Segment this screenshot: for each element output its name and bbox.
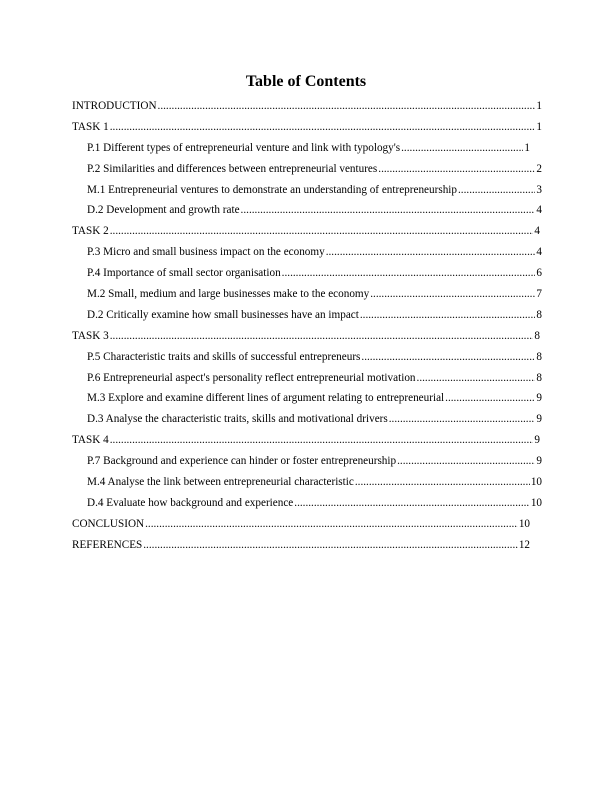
toc-entry-d3[interactable] (72, 409, 542, 430)
toc-page-number: 9 (536, 413, 542, 426)
toc-page-number: 3 (536, 183, 542, 196)
toc-page-number: 8 (536, 308, 542, 321)
toc-page-number: 4 (536, 204, 542, 217)
toc-leader-dots (445, 388, 535, 409)
toc-page-number: 9 (536, 455, 542, 468)
toc-leader-dots (143, 535, 518, 556)
toc-entry-label: D.4 Evaluate how background and experience (87, 496, 294, 509)
toc-entry-m3[interactable] (72, 388, 542, 409)
toc-entry-label: P.3 Micro and small business impact on the economy (87, 246, 325, 259)
toc-entry-label: D.3 Analyse the characteristic traits, skills and motivational drivers (87, 413, 388, 426)
toc-entry-label: M.3 Explore and examine different lines of argument relating to entrepreneurial (87, 392, 445, 405)
toc-entry-d2-impact[interactable] (72, 305, 542, 326)
toc-page-number: 9 (536, 392, 542, 405)
toc-entry-label: M.1 Entrepreneurial ventures to demonstrate an understanding of entrepreneurship (87, 183, 457, 196)
toc-leader-dots (361, 347, 535, 368)
toc-page-number: 8 (536, 350, 542, 363)
toc-page-number: 12 (518, 538, 530, 551)
toc-entry-d2-growth[interactable] (72, 200, 542, 221)
toc-entry-p3[interactable] (72, 242, 542, 263)
toc-page-number: 9 (534, 434, 540, 447)
toc-leader-dots (241, 200, 536, 221)
toc-leader-dots (401, 138, 523, 159)
toc-entry-label: P.5 Characteristic traits and skills of successful entrepreneurs (87, 350, 361, 363)
toc-page-number: 7 (536, 288, 542, 301)
toc-page-number: 10 (530, 496, 542, 509)
toc-entry-label: M.4 Analyse the link between entrepreneurial characteristic (87, 476, 354, 489)
toc-entry-label: P.4 Importance of small sector organisation (87, 267, 281, 280)
toc-entry-label: INTRODUCTION (72, 100, 157, 112)
toc-leader-dots (110, 221, 534, 242)
toc-leader-dots (355, 472, 530, 493)
toc-page-number: 8 (534, 329, 540, 342)
toc-page-number: 1 (536, 100, 542, 112)
toc-entry-m4[interactable] (72, 472, 542, 493)
toc-leader-dots (360, 305, 536, 326)
toc-page-number: 4 (536, 246, 542, 259)
toc-entry-p7[interactable] (72, 451, 542, 472)
toc-entry-p4[interactable] (72, 263, 542, 284)
toc-page-number: 1 (536, 120, 542, 133)
toc-entry-task-1[interactable] (72, 117, 542, 138)
toc-leader-dots (158, 96, 536, 117)
toc-entry-task-3[interactable] (72, 326, 540, 347)
toc-entry-label: M.2 Small, medium and large businesses make to the economy (87, 288, 370, 301)
toc-entry-d4[interactable] (72, 493, 542, 514)
toc-leader-dots (326, 242, 536, 263)
toc-entry-p5[interactable] (72, 347, 542, 368)
toc-entry-label: P.6 Entrepreneurial aspect's personality reflect entrepreneurial motivation (87, 371, 416, 384)
toc-entry-label: CONCLUSION (72, 517, 145, 530)
toc-entry-label: REFERENCES (72, 538, 143, 551)
toc-page-number: 10 (530, 476, 542, 489)
toc-page-number: 2 (536, 162, 542, 175)
toc-page-number: 4 (534, 225, 540, 238)
toc-entry-label: TASK 4 (72, 434, 109, 447)
toc-entry-m2[interactable] (72, 284, 542, 305)
toc-entry-references[interactable] (72, 535, 530, 556)
toc-entry-p2[interactable] (72, 159, 542, 180)
toc-entry-label: TASK 3 (72, 329, 109, 342)
toc-page-number: 10 (518, 517, 530, 530)
toc-leader-dots (370, 284, 535, 305)
toc-entry-label: TASK 1 (72, 120, 109, 133)
toc-leader-dots (282, 263, 536, 284)
toc-entry-label: P.2 Similarities and differences between entrepreneurial ventures (87, 162, 378, 175)
toc-entry-p1[interactable] (72, 138, 530, 159)
toc-leader-dots (110, 430, 534, 451)
toc-leader-dots (389, 409, 536, 430)
toc-leader-dots (110, 326, 534, 347)
toc-leader-dots (145, 514, 518, 535)
toc-entry-conclusion[interactable] (72, 514, 530, 535)
toc-entry-task-2[interactable] (72, 221, 540, 242)
toc-leader-dots (378, 159, 535, 180)
toc-entry-label: P.1 Different types of entrepreneurial venture and link with typology's (87, 141, 401, 154)
toc-page-number: 8 (536, 371, 542, 384)
toc-page-number: 1 (524, 141, 530, 154)
toc-entry-label: D.2 Critically examine how small businesses have an impact (87, 308, 359, 321)
toc-entry-label: P.7 Background and experience can hinder or foster entrepreneurship (87, 455, 397, 468)
toc-leader-dots (294, 493, 530, 514)
table-of-contents (72, 96, 542, 556)
toc-entry-introduction[interactable] (72, 96, 542, 117)
toc-entry-label: TASK 2 (72, 225, 109, 238)
toc-entry-task-4[interactable] (72, 430, 540, 451)
toc-entry-m1[interactable] (72, 180, 542, 201)
toc-entry-p6[interactable] (72, 368, 542, 389)
toc-leader-dots (110, 117, 536, 138)
toc-leader-dots (397, 451, 535, 472)
toc-page-number: 6 (536, 267, 542, 280)
toc-leader-dots (417, 368, 536, 389)
toc-entry-label: D.2 Development and growth rate (87, 204, 240, 217)
toc-leader-dots (458, 180, 535, 201)
page-title: Table of Contents (245, 73, 367, 90)
